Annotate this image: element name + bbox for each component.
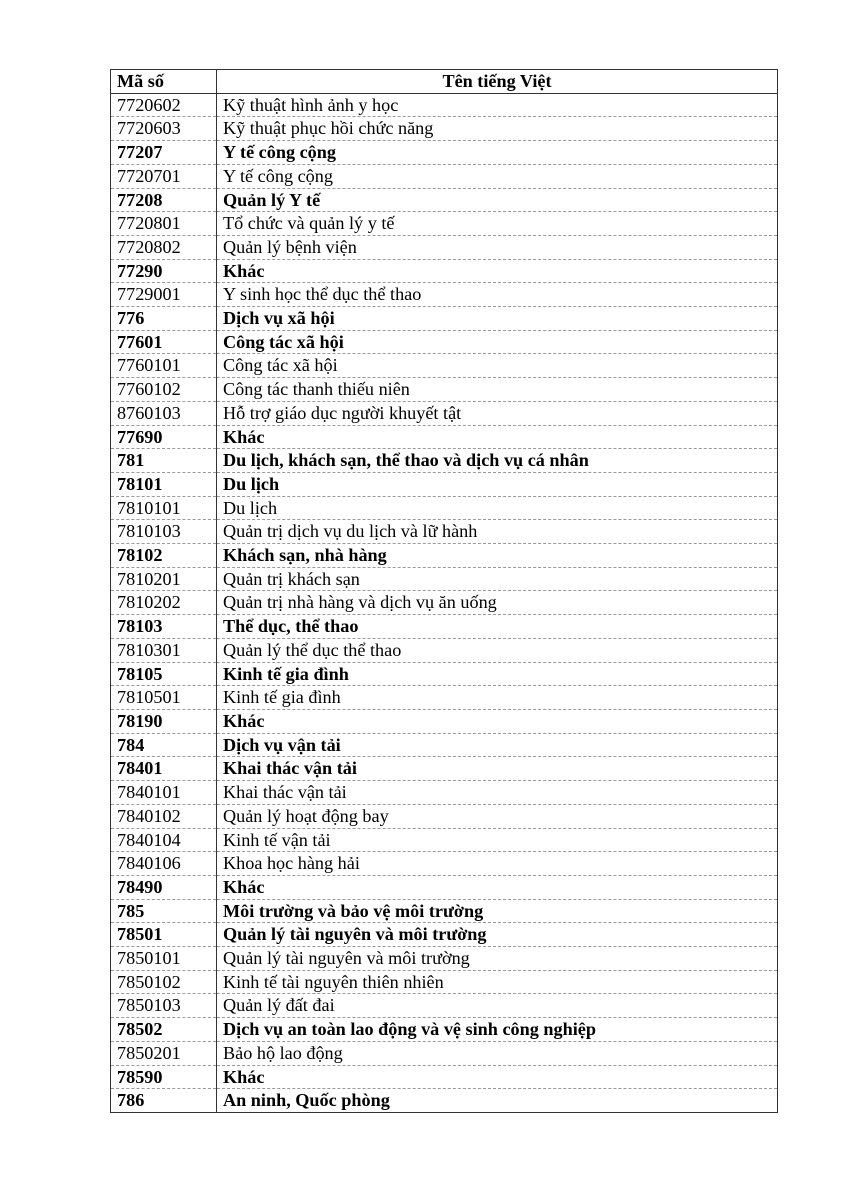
code-cell: 7850102 (111, 970, 217, 994)
code-cell: 7760101 (111, 354, 217, 378)
code-cell: 7810201 (111, 567, 217, 591)
table-row (111, 496, 778, 520)
table-body (111, 93, 778, 1112)
name-cell: Khác (217, 875, 778, 899)
name-cell: Y tế công cộng (217, 164, 778, 188)
code-cell: 7720603 (111, 117, 217, 141)
name-cell: Kỹ thuật hình ảnh y học (217, 93, 778, 117)
code-cell: 78590 (111, 1065, 217, 1089)
code-cell: 7810501 (111, 686, 217, 710)
code-cell: 7720701 (111, 164, 217, 188)
name-cell: Môi trường và bảo vệ môi trường (217, 899, 778, 923)
name-cell: Y tế công cộng (217, 141, 778, 165)
name-cell: Quản lý bệnh viện (217, 235, 778, 259)
name-cell: Dịch vụ an toàn lao động và vệ sinh công nghiệp (217, 1018, 778, 1042)
name-cell: Công tác xã hội (217, 354, 778, 378)
code-cell: 776 (111, 307, 217, 331)
group-row (111, 899, 778, 923)
code-cell: 78490 (111, 875, 217, 899)
name-cell: Khác (217, 259, 778, 283)
name-cell: Công tác thanh thiếu niên (217, 378, 778, 402)
code-cell: 7850103 (111, 994, 217, 1018)
group-row (111, 544, 778, 568)
name-cell: Tổ chức và quản lý y tế (217, 212, 778, 236)
name-cell: Kinh tế gia đình (217, 686, 778, 710)
code-cell: 77208 (111, 188, 217, 212)
group-row (111, 259, 778, 283)
table-row (111, 638, 778, 662)
group-row (111, 709, 778, 733)
group-row (111, 449, 778, 473)
name-cell: Y sinh học thể dục thể thao (217, 283, 778, 307)
name-cell: Quản lý thể dục thể thao (217, 638, 778, 662)
table-row (111, 686, 778, 710)
table-row (111, 378, 778, 402)
code-cell: 7850101 (111, 947, 217, 971)
group-row (111, 1089, 778, 1113)
name-cell: Dịch vụ xã hội (217, 307, 778, 331)
group-row (111, 188, 778, 212)
table-row (111, 828, 778, 852)
code-cell: 7840102 (111, 804, 217, 828)
code-cell: 77601 (111, 330, 217, 354)
code-cell: 78102 (111, 544, 217, 568)
code-cell: 78103 (111, 615, 217, 639)
code-cell: 7840104 (111, 828, 217, 852)
code-cell: 78105 (111, 662, 217, 686)
name-cell: Quản lý Y tế (217, 188, 778, 212)
name-cell: Du lịch (217, 472, 778, 496)
table-row (111, 401, 778, 425)
table-row (111, 804, 778, 828)
code-cell: 78501 (111, 923, 217, 947)
code-cell: 7720602 (111, 93, 217, 117)
group-row (111, 141, 778, 165)
name-cell: Khoa học hàng hải (217, 852, 778, 876)
group-row (111, 307, 778, 331)
code-cell: 7760102 (111, 378, 217, 402)
name-cell: Quản lý tài nguyên và môi trường (217, 947, 778, 971)
name-cell: Quản lý hoạt động bay (217, 804, 778, 828)
table-row (111, 994, 778, 1018)
code-cell: 7840101 (111, 781, 217, 805)
code-cell: 7850201 (111, 1041, 217, 1065)
name-cell: Hỗ trợ giáo dục người khuyết tật (217, 401, 778, 425)
name-cell: Quản lý tài nguyên và môi trường (217, 923, 778, 947)
table-row (111, 520, 778, 544)
table-row (111, 852, 778, 876)
code-cell: 78401 (111, 757, 217, 781)
code-cell: 8760103 (111, 401, 217, 425)
code-cell: 781 (111, 449, 217, 473)
code-cell: 7810202 (111, 591, 217, 615)
name-cell: Khách sạn, nhà hàng (217, 544, 778, 568)
name-cell: An ninh, Quốc phòng (217, 1089, 778, 1113)
group-row (111, 1065, 778, 1089)
name-cell: Du lịch (217, 496, 778, 520)
name-cell: Kinh tế gia đình (217, 662, 778, 686)
name-cell: Khai thác vận tải (217, 757, 778, 781)
code-cell: 784 (111, 733, 217, 757)
table-row (111, 93, 778, 117)
group-row (111, 923, 778, 947)
table-row (111, 947, 778, 971)
name-cell: Quản trị khách sạn (217, 567, 778, 591)
code-cell: 78502 (111, 1018, 217, 1042)
table-row (111, 235, 778, 259)
name-cell: Quản trị nhà hàng và dịch vụ ăn uống (217, 591, 778, 615)
name-cell: Kinh tế tài nguyên thiên nhiên (217, 970, 778, 994)
group-row (111, 733, 778, 757)
name-cell: Thể dục, thể thao (217, 615, 778, 639)
group-row (111, 662, 778, 686)
table-row (111, 212, 778, 236)
table-header-row (111, 70, 778, 94)
code-cell: 7810101 (111, 496, 217, 520)
code-cell: 78190 (111, 709, 217, 733)
name-cell: Kinh tế vận tải (217, 828, 778, 852)
table-row (111, 591, 778, 615)
group-row (111, 757, 778, 781)
group-row (111, 875, 778, 899)
code-cell: 7810301 (111, 638, 217, 662)
name-cell: Công tác xã hội (217, 330, 778, 354)
name-cell: Khác (217, 425, 778, 449)
name-cell: Du lịch, khách sạn, thể thao và dịch vụ cá nhân (217, 449, 778, 473)
name-column-header: Tên tiếng Việt (217, 70, 778, 94)
code-column-header: Mã số (111, 70, 217, 94)
code-cell: 7720801 (111, 212, 217, 236)
name-cell: Khác (217, 1065, 778, 1089)
code-cell: 786 (111, 1089, 217, 1113)
table-row (111, 781, 778, 805)
group-row (111, 330, 778, 354)
occupation-code-table (110, 69, 778, 1113)
group-row (111, 472, 778, 496)
name-cell: Dịch vụ vận tải (217, 733, 778, 757)
name-cell: Bảo hộ lao động (217, 1041, 778, 1065)
group-row (111, 1018, 778, 1042)
name-cell: Quản trị dịch vụ du lịch và lữ hành (217, 520, 778, 544)
table-row (111, 354, 778, 378)
group-row (111, 615, 778, 639)
code-cell: 77207 (111, 141, 217, 165)
name-cell: Khai thác vận tải (217, 781, 778, 805)
code-cell: 7810103 (111, 520, 217, 544)
table-row (111, 970, 778, 994)
name-cell: Quản lý đất đai (217, 994, 778, 1018)
code-cell: 785 (111, 899, 217, 923)
table-row (111, 117, 778, 141)
name-cell: Khác (217, 709, 778, 733)
code-cell: 77290 (111, 259, 217, 283)
table-row (111, 283, 778, 307)
table-row (111, 1041, 778, 1065)
code-cell: 7840106 (111, 852, 217, 876)
table-row (111, 164, 778, 188)
code-cell: 78101 (111, 472, 217, 496)
table-row (111, 567, 778, 591)
group-row (111, 425, 778, 449)
code-cell: 7720802 (111, 235, 217, 259)
code-cell: 77690 (111, 425, 217, 449)
code-cell: 7729001 (111, 283, 217, 307)
name-cell: Kỹ thuật phục hồi chức năng (217, 117, 778, 141)
